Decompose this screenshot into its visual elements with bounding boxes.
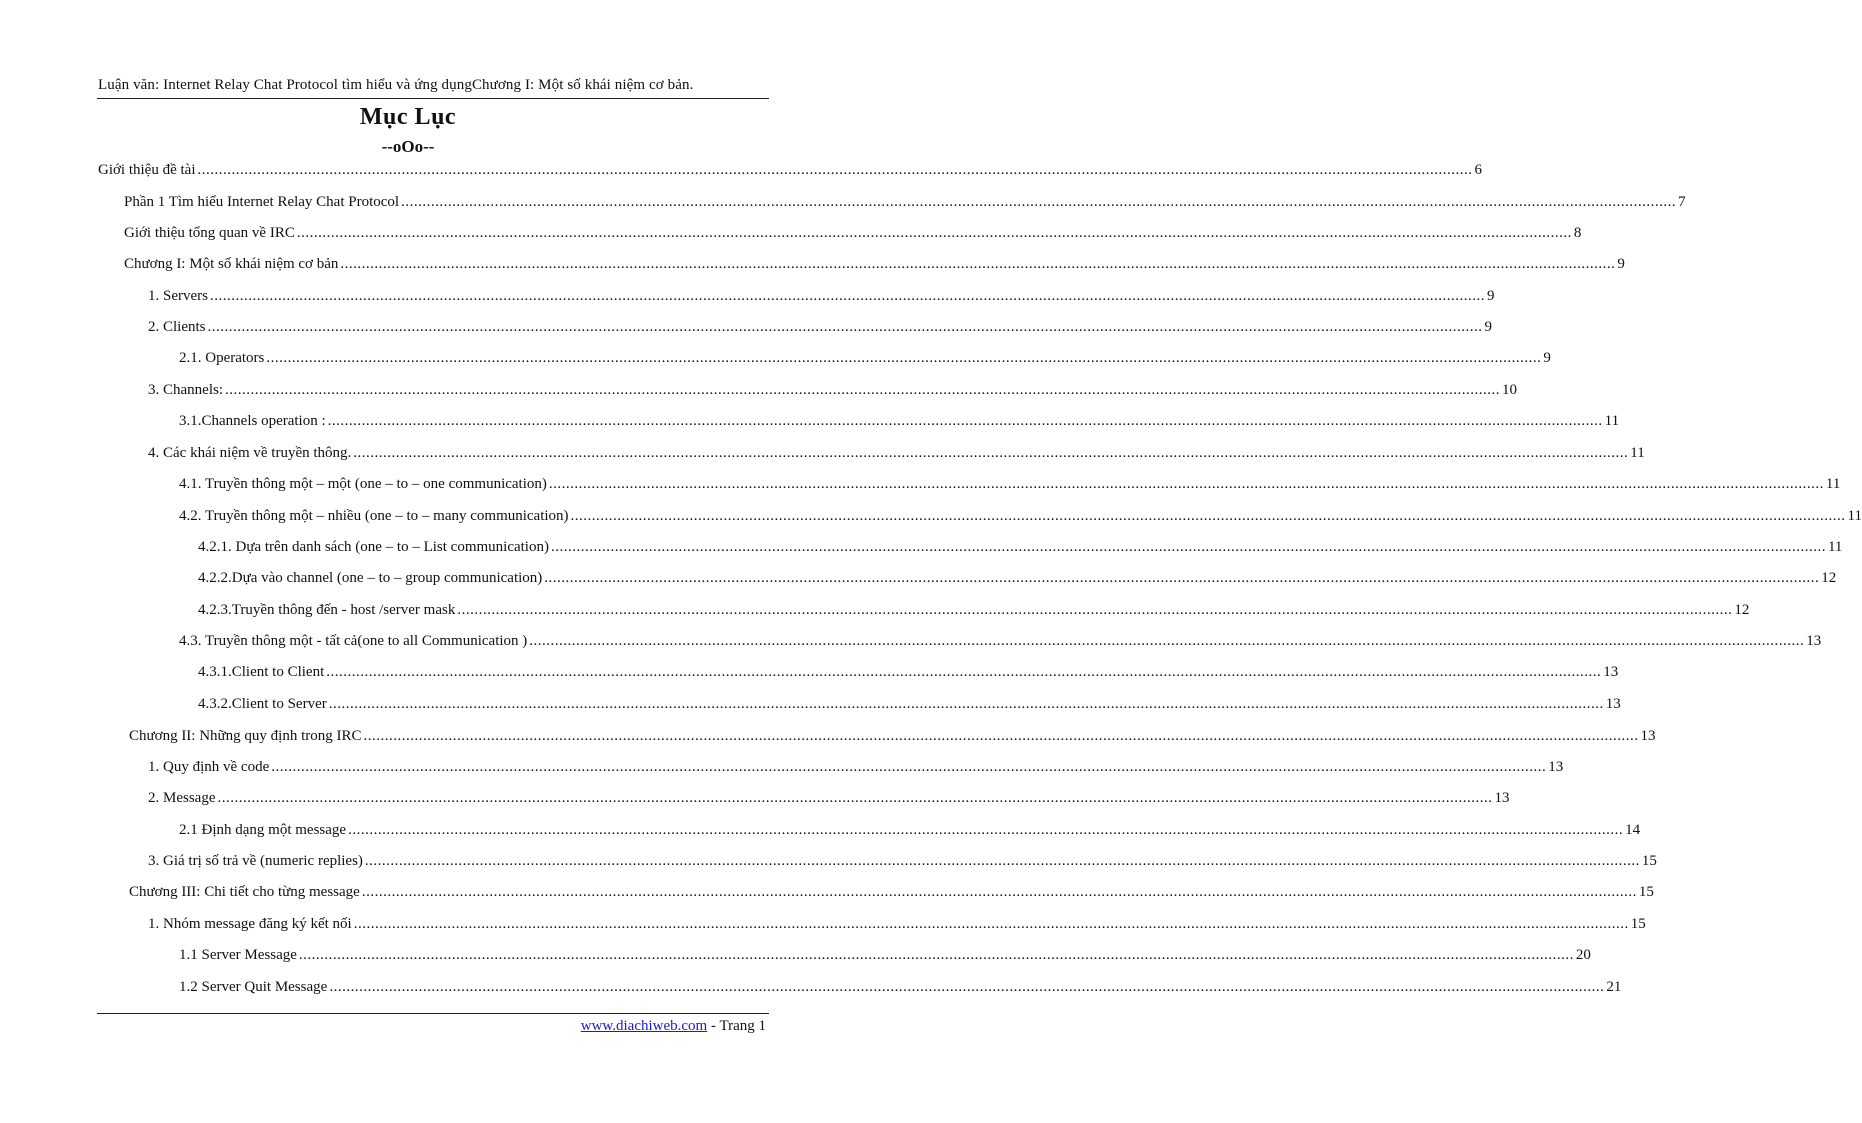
toc-entry-label: 4.2.2.Dựa vào channel (one – to – group communication): [198, 570, 543, 586]
toc-entry-page: 13: [1806, 633, 1822, 649]
toc-entry-page: 11: [1825, 476, 1841, 492]
toc-leader-dots: ............................................................................................................................................................................................................................................................................................................: [327, 413, 1603, 429]
toc-leader-dots: ............................................................................................................................................................................................................................................................................................................: [329, 979, 1605, 995]
toc-leader-dots: ............................................................................................................................................................................................................................................................................................................: [363, 728, 1639, 744]
toc-entry-label: 4.1. Truyền thông một – một (one – to – one communication): [179, 476, 547, 492]
toc-entry-page: 13: [1603, 664, 1619, 680]
toc-entry-page: 13: [1548, 759, 1564, 775]
toc-entry[interactable]: [148, 853, 1657, 873]
toc-title: Mục Lục: [359, 104, 457, 130]
toc-entry[interactable]: [179, 633, 1822, 653]
toc-entry-label: Phần 1 Tìm hiểu Internet Relay Chat Protocol: [124, 194, 400, 210]
toc-entry-page: 9: [1484, 319, 1493, 335]
toc-leader-dots: ............................................................................................................................................................................................................................................................................................................: [210, 288, 1485, 304]
toc-entry-label: 3. Channels:: [148, 382, 223, 398]
toc-entry[interactable]: [148, 916, 1646, 936]
toc-entry-page: 8: [1573, 225, 1582, 241]
toc-entry-page: 9: [1617, 256, 1625, 272]
toc-entry[interactable]: [129, 728, 1656, 748]
toc-entry-page: 20: [1575, 947, 1591, 963]
footer-link[interactable]: www.diachiweb.com: [580, 1018, 708, 1034]
toc-leader-dots: ............................................................................................................................................................................................................................................................................................................: [348, 822, 1624, 838]
toc-leader-dots: ............................................................................................................................................................................................................................................................................................................: [271, 759, 1547, 775]
toc-entry-page: 13: [1640, 728, 1656, 744]
toc-entry-label: Chương II: Những quy định trong IRC: [129, 728, 362, 744]
toc-leader-dots: ............................................................................................................................................................................................................................................................................................................: [457, 602, 1733, 618]
toc-entry-label: 3. Giá trị số trả về (numeric replies): [148, 853, 363, 869]
toc-entry-label: 2. Clients: [148, 319, 206, 335]
toc-entry-page: 14: [1625, 822, 1641, 838]
toc-entry-page: 11: [1827, 539, 1843, 555]
toc-entry-page: 11: [1630, 445, 1645, 461]
toc-entry-page: 7: [1678, 194, 1686, 210]
toc-entry[interactable]: [198, 696, 1621, 716]
toc-entry[interactable]: [148, 382, 1517, 402]
toc-entry-page: 9: [1487, 288, 1495, 304]
toc-entry[interactable]: [148, 790, 1510, 810]
toc-entry-label: Giới thiệu tổng quan về IRC: [124, 225, 295, 241]
toc-entry-label: Chương III: Chi tiết cho từng message: [129, 884, 360, 900]
toc-entry-label: 4.2.1. Dựa trên danh sách (one – to – List communication): [198, 539, 549, 555]
toc-leader-dots: ............................................................................................................................................................................................................................................................................................................: [197, 162, 1473, 178]
toc-entry-page: 15: [1638, 884, 1654, 900]
toc-entry[interactable]: [198, 664, 1619, 684]
toc-entry[interactable]: [179, 350, 1551, 370]
toc-entry-page: 13: [1494, 790, 1510, 806]
header-divider: [97, 98, 769, 99]
toc-entry[interactable]: [98, 162, 1482, 182]
toc-leader-dots: ............................................................................................................................................................................................................................................................................................................: [364, 853, 1640, 869]
toc-leader-dots: ............................................................................................................................................................................................................................................................................................................: [296, 225, 1572, 241]
toc-leader-dots: ............................................................................................................................................................................................................................................................................................................: [529, 633, 1805, 649]
toc-entry-label: 2.1. Operators: [179, 350, 265, 366]
toc-entry[interactable]: [179, 476, 1841, 496]
toc-entry[interactable]: [148, 759, 1564, 779]
toc-leader-dots: ............................................................................................................................................................................................................................................................................................................: [326, 664, 1602, 680]
toc-entry[interactable]: [179, 508, 1862, 528]
toc-leader-dots: ............................................................................................................................................................................................................................................................................................................: [401, 194, 1677, 210]
toc-entry-page: 13: [1605, 696, 1621, 712]
toc-leader-dots: ............................................................................................................................................................................................................................................................................................................: [570, 508, 1846, 524]
toc-entry-label: 1. Servers: [148, 288, 208, 304]
page-footer: [581, 1018, 766, 1035]
toc-entry[interactable]: [179, 979, 1622, 999]
toc-entry-page: 6: [1474, 162, 1482, 178]
toc-entry-page: 15: [1630, 916, 1646, 932]
toc-entry-page: 11: [1604, 413, 1620, 429]
toc-entry[interactable]: [179, 413, 1620, 433]
toc-entry-label: 4. Các khái niệm về truyền thông.: [148, 445, 352, 461]
toc-entry-label: 3.1.Channels operation :: [179, 413, 326, 429]
running-header: Luận văn: Internet Relay Chat Protocol tìm hiểu và ứng dụngChương I: Một số khái niệm cơ bản.: [98, 77, 694, 93]
toc-entry-label: 2. Message: [148, 790, 216, 806]
toc-entry[interactable]: [198, 602, 1750, 622]
toc-entry-label: Giới thiệu đề tài: [98, 162, 196, 178]
toc-entry[interactable]: [148, 288, 1495, 308]
toc-entry[interactable]: [148, 445, 1645, 465]
toc-entry-page: 12: [1821, 570, 1837, 586]
toc-entry-page: 15: [1641, 853, 1657, 869]
toc-entry[interactable]: [124, 225, 1582, 245]
toc-leader-dots: ............................................................................................................................................................................................................................................................................................................: [548, 476, 1824, 492]
footer-page-number: - Trang 1: [707, 1018, 766, 1034]
toc-leader-dots: ............................................................................................................................................................................................................................................................................................................: [340, 256, 1616, 272]
toc-leader-dots: ............................................................................................................................................................................................................................................................................................................: [217, 790, 1493, 806]
toc-entry[interactable]: [148, 319, 1493, 339]
toc-subtitle: --oOo--: [381, 137, 435, 156]
toc-entry[interactable]: [129, 884, 1654, 904]
toc-entry-label: 4.2. Truyền thông một – nhiều (one – to – many communication): [179, 508, 569, 524]
toc-entry-label: 4.3. Truyền thông một - tất cả(one to all Communication ): [179, 633, 528, 649]
toc-entry[interactable]: [179, 947, 1591, 967]
toc-leader-dots: ............................................................................................................................................................................................................................................................................................................: [266, 350, 1542, 366]
toc-entry-label: Chương I: Một số khái niệm cơ bản: [124, 256, 339, 272]
footer-divider: [97, 1013, 769, 1014]
toc-entry-label: 4.3.1.Client to Client: [198, 664, 325, 680]
toc-leader-dots: ............................................................................................................................................................................................................................................................................................................: [550, 539, 1826, 555]
toc-entry-page: 11: [1847, 508, 1862, 524]
toc-entry[interactable]: [198, 539, 1843, 559]
toc-entry-label: 1.2 Server Quit Message: [179, 979, 328, 995]
toc-entry[interactable]: [179, 822, 1641, 842]
toc-leader-dots: ............................................................................................................................................................................................................................................................................................................: [328, 696, 1604, 712]
toc-entry-label: 1. Nhóm message đăng ký kết nối: [148, 916, 352, 932]
toc-leader-dots: ............................................................................................................................................................................................................................................................................................................: [544, 570, 1820, 586]
toc-entry-label: 1. Quy định về code: [148, 759, 270, 775]
toc-entry[interactable]: [124, 194, 1686, 214]
toc-leader-dots: ............................................................................................................................................................................................................................................................................................................: [298, 947, 1574, 963]
toc-entry-page: 21: [1606, 979, 1622, 995]
toc-entry-label: 4.3.2.Client to Server: [198, 696, 327, 712]
toc-leader-dots: ............................................................................................................................................................................................................................................................................................................: [353, 445, 1629, 461]
toc-entry[interactable]: [198, 570, 1837, 590]
toc-entry-label: 1.1 Server Message: [179, 947, 297, 963]
toc-leader-dots: ............................................................................................................................................................................................................................................................................................................: [353, 916, 1629, 932]
toc-entry-page: 9: [1543, 350, 1551, 366]
toc-leader-dots: ............................................................................................................................................................................................................................................................................................................: [361, 884, 1637, 900]
toc-leader-dots: ............................................................................................................................................................................................................................................................................................................: [207, 319, 1483, 335]
toc-entry-page: 12: [1734, 602, 1750, 618]
toc-entry-label: 2.1 Định dạng một message: [179, 822, 347, 838]
toc-leader-dots: ............................................................................................................................................................................................................................................................................................................: [225, 382, 1500, 398]
toc-entry-label: 4.2.3.Truyền thông đến - host /server mask: [198, 602, 456, 618]
toc-entry[interactable]: [124, 256, 1625, 276]
toc-entry-page: 10: [1502, 382, 1517, 398]
